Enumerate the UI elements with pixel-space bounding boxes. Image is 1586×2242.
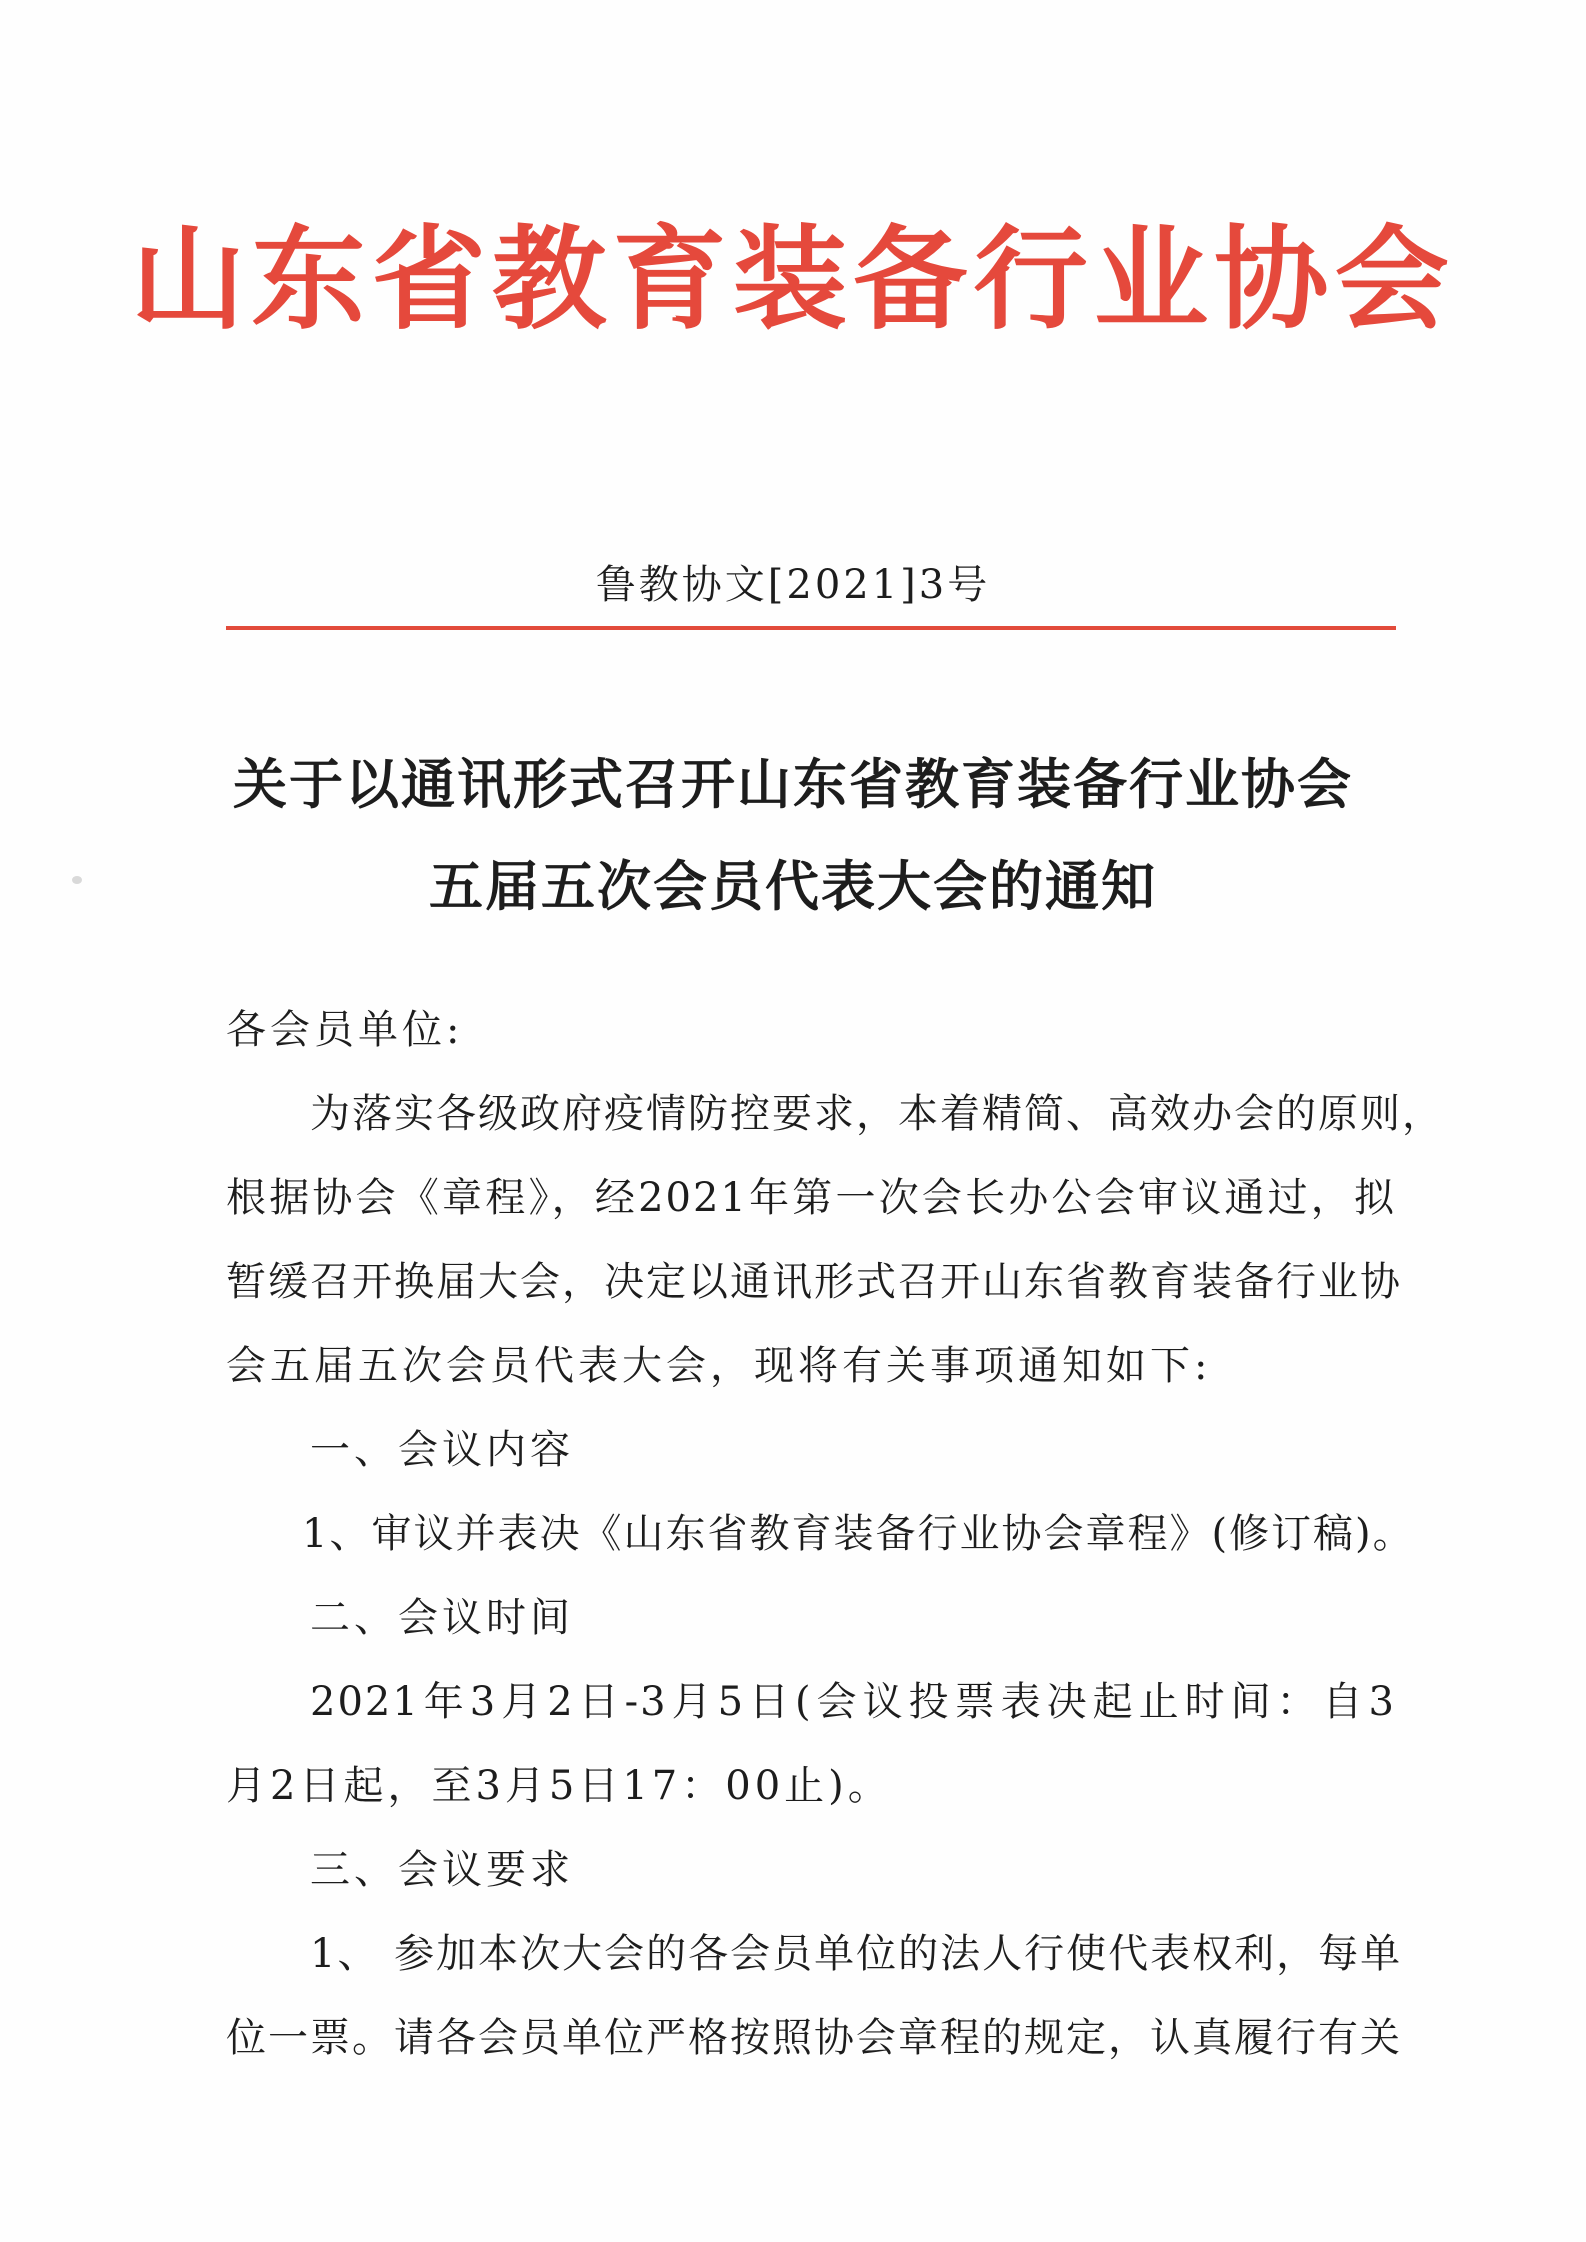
scan-speck xyxy=(72,876,82,884)
notice-title-line-2: 五届五次会员代表大会的通知 xyxy=(429,855,1157,918)
paragraph-1-line-2: 根据协会《章程》，经2021年第一次会长办公会审议通过，拟 xyxy=(226,1175,1396,1221)
section-1-heading: 一、会议内容 xyxy=(310,1427,574,1473)
notice-title-line-1: 关于以通讯形式召开山东省教育装备行业协会 xyxy=(233,753,1353,816)
section-2-heading: 二、会议时间 xyxy=(310,1595,574,1641)
paragraph-1-line-4: 会五届五次会员代表大会，现将有关事项通知如下: xyxy=(226,1343,1212,1389)
red-divider-line xyxy=(226,626,1396,630)
paragraph-1-line-3: 暂缓召开换届大会，决定以通讯形式召开山东省教育装备行业协 xyxy=(226,1259,1402,1305)
document-number: 鲁教协文[2021]3号 xyxy=(595,562,991,608)
section-3-heading: 三、会议要求 xyxy=(310,1847,574,1893)
section-1-item-1: 1、审议并表决《山东省教育装备行业协会章程》(修订稿)。 xyxy=(302,1511,1415,1557)
salutation: 各会员单位: xyxy=(226,1007,464,1053)
section-3-item-1-line-2: 位一票。请各会员单位严格按照协会章程的规定，认真履行有关 xyxy=(226,2015,1402,2061)
paragraph-1-line-1: 为落实各级政府疫情防控要求，本着精简、高效办会的原则， xyxy=(310,1091,1444,1137)
section-2-line-2: 月2日起，至3月5日17：00止)。 xyxy=(226,1763,892,1809)
organization-header: 山东省教育装备行业协会 xyxy=(131,215,1455,345)
section-3-item-1-line-1: 1、 参加本次大会的各会员单位的法人行使代表权利，每单 xyxy=(310,1931,1403,1977)
section-2-line-1: 2021年3月2日-3月5日(会议投票表决起止时间：自3 xyxy=(310,1679,1396,1725)
